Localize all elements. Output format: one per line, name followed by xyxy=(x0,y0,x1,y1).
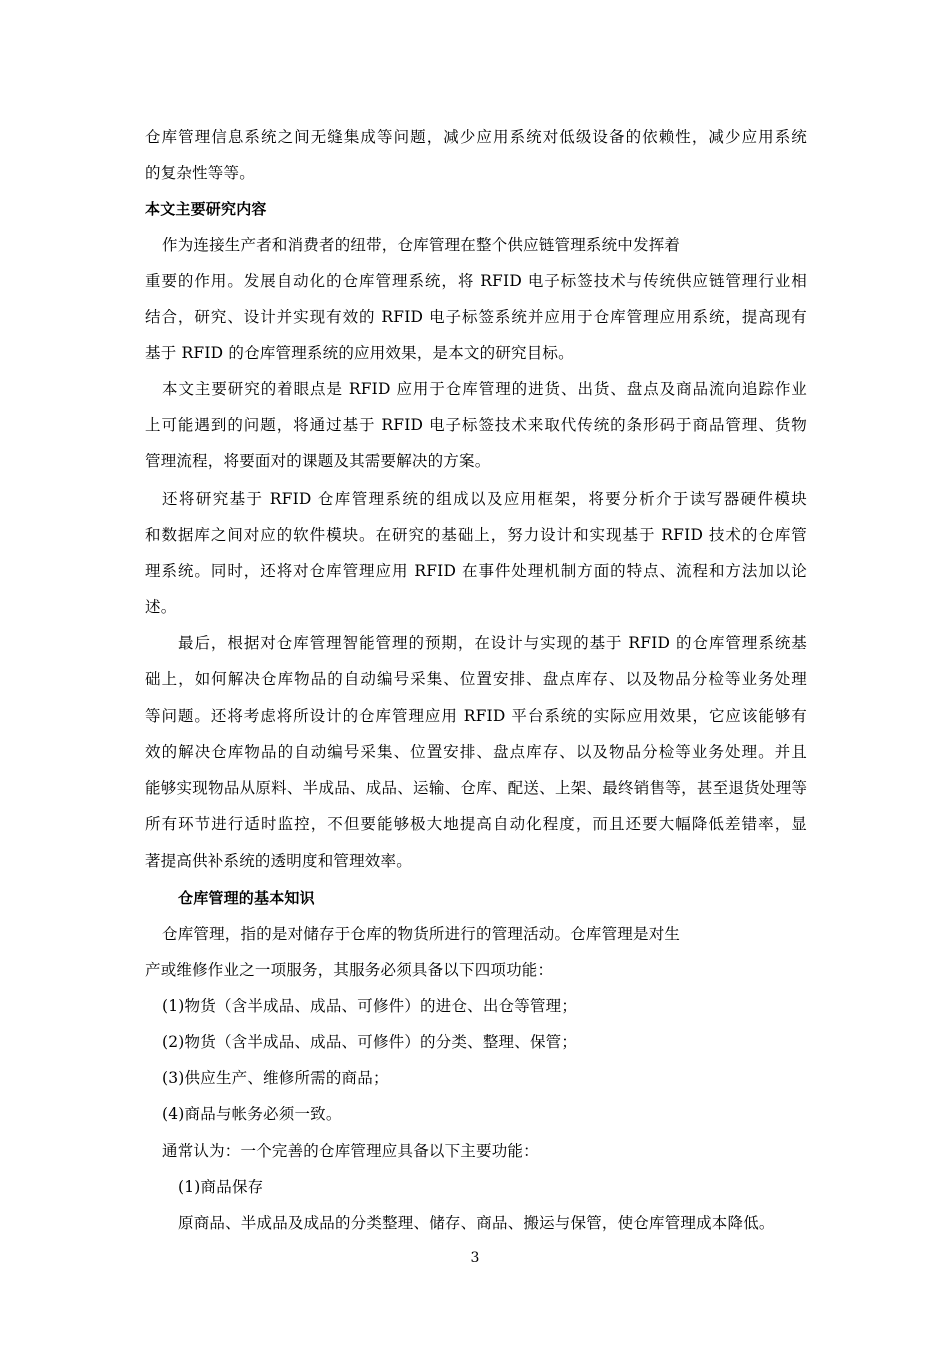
paragraph-line: 结合，研究、设计并实现有效的 RFID 电子标签系统并应用于仓库管理应用系统，提高现有 xyxy=(145,308,807,326)
paragraph-line: 理系统。同时，还将对仓库管理应用 RFID 在事件处理机制方面的特点、流程和方法加以论 xyxy=(145,562,807,580)
paragraph-line: 仓库管理，指的是对储存于仓库的物货所进行的管理活动。仓库管理是对生 xyxy=(162,925,681,943)
page-number: 3 xyxy=(470,1250,480,1266)
paragraph-line: 最后，根据对仓库管理智能管理的预期，在设计与实现的基于 RFID 的仓库管理系统基 xyxy=(178,634,807,652)
paragraph-line: 作为连接生产者和消费者的纽带，仓库管理在整个供应链管理系统中发挥着 xyxy=(162,236,681,254)
paragraph-line: 重要的作用。发展自动化的仓库管理系统，将 RFID 电子标签技术与传统供应链管理行业相 xyxy=(145,272,807,290)
paragraph-line: 基于 RFID 的仓库管理系统的应用效果，是本文的研究目标。 xyxy=(145,344,574,362)
paragraph-line: 等问题。还将考虑将所设计的仓库管理应用 RFID 平台系统的实际应用效果，它应该能够有 xyxy=(145,707,807,725)
subheading: (1)商品保存 xyxy=(178,1178,264,1196)
paragraph-line: 管理流程，将要面对的课题及其需要解决的方案。 xyxy=(145,452,491,470)
paragraph-line: 上可能遇到的问题，将通过基于 RFID 电子标签技术来取代传统的条形码于商品管理、货物 xyxy=(145,416,807,434)
section-heading: 本文主要研究内容 xyxy=(145,200,267,218)
paragraph-line: 原商品、半成品及成品的分类整理、储存、商品、搬运与保管，使仓库管理成本降低。 xyxy=(178,1214,775,1232)
paragraph-line: 能够实现物品从原料、半成品、成品、运输、仓库、配送、上架、最终销售等，甚至退货处理等 xyxy=(145,779,807,797)
paragraph-line: 和数据库之间对应的软件模块。在研究的基础上，努力设计和实现基于 RFID 技术的仓库管 xyxy=(145,526,807,544)
list-item: (4)商品与帐务必须一致。 xyxy=(162,1105,342,1123)
paragraph-line: 述。 xyxy=(145,598,177,616)
paragraph-line: 础上，如何解决仓库物品的自动编号采集、位置安排、盘点库存、以及物品分检等业务处理 xyxy=(145,670,807,688)
paragraph-line: 还将研究基于 RFID 仓库管理系统的组成以及应用框架，将要分析介于读写器硬件模块 xyxy=(162,490,807,508)
section-heading: 仓库管理的基本知识 xyxy=(178,889,315,907)
paragraph-line: 所有环节进行适时监控，不但要能够极大地提高自动化程度，而且还要大幅降低差错率，显 xyxy=(145,815,807,833)
list-item: (1)物货（含半成品、成品、可修件）的进仓、出仓等管理； xyxy=(162,997,578,1015)
paragraph-line: 著提高供补系统的透明度和管理效率。 xyxy=(145,852,412,870)
paragraph-line: 通常认为：一个完善的仓库管理应具备以下主要功能： xyxy=(162,1142,539,1160)
paragraph-line: 仓库管理信息系统之间无缝集成等问题，减少应用系统对低级设备的依赖性，减少应用系统 xyxy=(145,128,807,146)
list-item: (3)供应生产、维修所需的商品； xyxy=(162,1069,389,1087)
paragraph-line: 产或维修作业之一项服务，其服务必须具备以下四项功能： xyxy=(145,961,554,979)
paragraph-line: 的复杂性等等。 xyxy=(145,164,255,182)
paragraph-line: 效的解决仓库物品的自动编号采集、位置安排、盘点库存、以及物品分检等业务处理。并且 xyxy=(145,743,807,761)
list-item: (2)物货（含半成品、成品、可修件）的分类、整理、保管； xyxy=(162,1033,578,1051)
paragraph-line: 本文主要研究的着眼点是 RFID 应用于仓库管理的进货、出货、盘点及商品流向追踪作业 xyxy=(162,380,807,398)
